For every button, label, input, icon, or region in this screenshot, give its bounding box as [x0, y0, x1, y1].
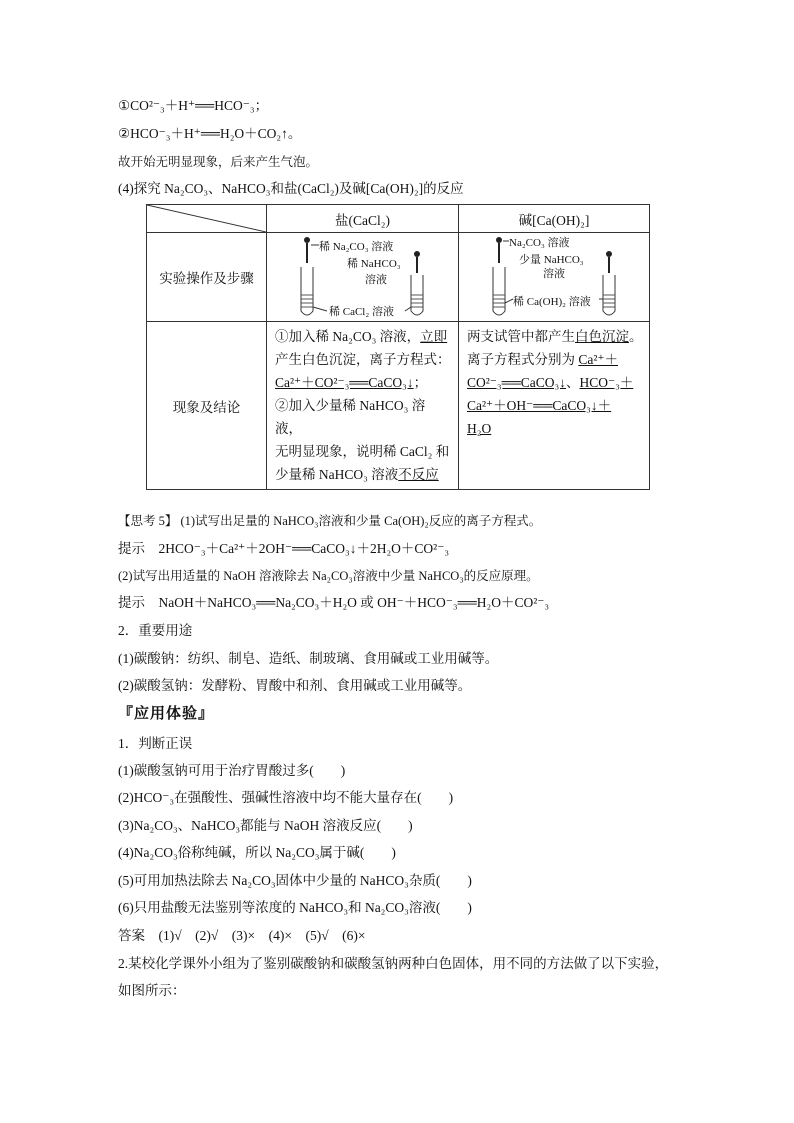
salt-result-line1: ①加入稀 Na₂CO₃ 溶液，	[275, 329, 421, 344]
base-label-solution: 溶液	[543, 268, 565, 280]
salt-label-na2co3: 稀 Na₂CO₃ 溶液	[319, 241, 394, 253]
row-label-results: 现象及结论	[147, 322, 267, 490]
think5-question1: 【思考 5】 (1)试写出足量的 NaHCO₃溶液和少量 Ca(OH)₂反应的离子方程式。	[118, 514, 542, 528]
salt-result-equation-end: ；	[413, 375, 428, 390]
base-result-line1: 两支试管中都产生	[467, 329, 575, 344]
question-2-line2: 如图所示：	[118, 983, 186, 998]
section-4-title: (4)探究 Na₂CO₃、NaHCO₃和盐(CaCl₂)及碱[Ca(OH)₂]的反应	[118, 181, 464, 196]
uses-sodium-carbonate: (1)碳酸钠：纺织、制皂、造纸、制玻璃、食用碱或工业用碱等。	[118, 651, 499, 666]
base-label-nahco3: 少量 NaHCO₃	[519, 254, 584, 266]
salt-result-line1-underline: 立即	[420, 329, 448, 344]
diagonal-header-cell	[147, 205, 267, 233]
think5-question2: (2)试写出用适量的 NaOH 溶液除去 Na₂CO₃溶液中少量 NaHCO₃的反应原理。	[118, 569, 539, 583]
explanation-text: 故开始无明显现象，后来产生气泡。	[118, 155, 319, 169]
salt-result-line6: 少量稀 NaHCO₃ 溶液	[275, 467, 399, 482]
salt-result-equation: Ca²⁺＋CO²⁻₃══CaCO₃↓	[275, 375, 414, 390]
header-salt: 盐(CaCl₂)	[267, 205, 459, 233]
base-result-sep: 、	[565, 375, 580, 390]
uses-sodium-bicarbonate: (2)碳酸氢钠：发酵粉、胃酸中和剂、食用碱或工业用碱等。	[118, 678, 472, 693]
row-label-operations: 实验操作及步骤	[147, 233, 267, 322]
judge-title: 1．判断正误	[118, 736, 193, 751]
base-result-equation2a: HCO⁻₃＋	[579, 375, 634, 390]
salt-result-line5: 无明显现象，说明稀 CaCl₂ 和	[275, 444, 450, 459]
judge-item-1: (1)碳酸氢钠可用于治疗胃酸过多( )	[118, 763, 346, 778]
experiment-table	[146, 204, 650, 490]
judge-answer: 答案 (1)√ (2)√ (3)× (4)× (5)√ (6)×	[118, 928, 366, 943]
salt-label-nahco3: 稀 NaHCO₃	[347, 258, 401, 270]
question-2-line1: 2.某校化学课外小组为了鉴别碳酸钠和碳酸氢钠两种白色固体，用不同的方法做了以下实验，	[118, 956, 669, 971]
judge-item-6: (6)只用盐酸无法鉴别等浓度的 NaHCO₃和 Na₂CO₃溶液( )	[118, 900, 472, 915]
salt-apparatus-cell	[267, 233, 459, 322]
apply-heading: 『应用体验』	[118, 706, 215, 722]
base-label-na2co3: Na₂CO₃ 溶液	[509, 237, 570, 249]
judge-item-3: (3)Na₂CO₃、NaHCO₃都能与 NaOH 溶液反应( )	[118, 818, 413, 833]
base-result-line2: 离子方程式分别为	[467, 352, 575, 367]
salt-label-cacl2: 稀 CaCl₂ 溶液	[329, 306, 394, 318]
base-apparatus-cell	[459, 233, 650, 322]
base-result-cell	[459, 322, 650, 490]
base-result-white-precipitate: 白色沉淀	[575, 329, 629, 344]
salt-result-line2: 产生白色沉淀，离子方程式：	[275, 352, 451, 367]
diagonal-line	[147, 205, 266, 232]
base-result-equation2b: Ca²⁺＋OH⁻══CaCO₃↓＋	[467, 398, 612, 413]
uses-title: 2．重要用途	[118, 623, 193, 638]
base-result-equation1: CO²⁻₃══CaCO₃↓	[467, 375, 566, 390]
salt-label-solution: 溶液	[365, 274, 387, 286]
judge-item-4: (4)Na₂CO₃俗称纯碱，所以 Na₂CO₃属于碱( )	[118, 845, 396, 860]
base-result-line2-underline: Ca²⁺＋	[578, 352, 619, 367]
judge-item-2: (2)HCO⁻₃在强酸性、强碱性溶液中均不能大量存在( )	[118, 790, 454, 805]
judge-item-5: (5)可用加热法除去 Na₂CO₃固体中少量的 NaHCO₃杂质( )	[118, 873, 472, 888]
salt-result-line4: ②加入少量稀 NaHCO₃ 溶液，	[275, 398, 426, 436]
think5-answer1: 提示 2HCO⁻₃＋Ca²⁺＋2OH⁻══CaCO₃↓＋2H₂O＋CO²⁻₃	[118, 541, 450, 556]
base-label-caoh2: 稀 Ca(OH)₂ 溶液	[513, 296, 591, 308]
base-result-equation2c: H₂O	[467, 421, 492, 436]
salt-result-no-reaction: 不反应	[398, 467, 439, 482]
equation-1: ①CO²⁻₃＋H⁺══HCO⁻₃；	[118, 98, 269, 113]
salt-result-cell	[267, 322, 459, 490]
equation-2: ②HCO⁻₃＋H⁺══H₂O＋CO₂↑。	[118, 126, 302, 141]
base-result-line1-end: 。	[629, 329, 643, 344]
header-base: 碱[Ca(OH)₂]	[459, 205, 650, 233]
think5-answer2: 提示 NaOH＋NaHCO₃══Na₂CO₃＋H₂O 或 OH⁻＋HCO⁻₃══H₂O＋CO²⁻₃	[118, 595, 550, 610]
